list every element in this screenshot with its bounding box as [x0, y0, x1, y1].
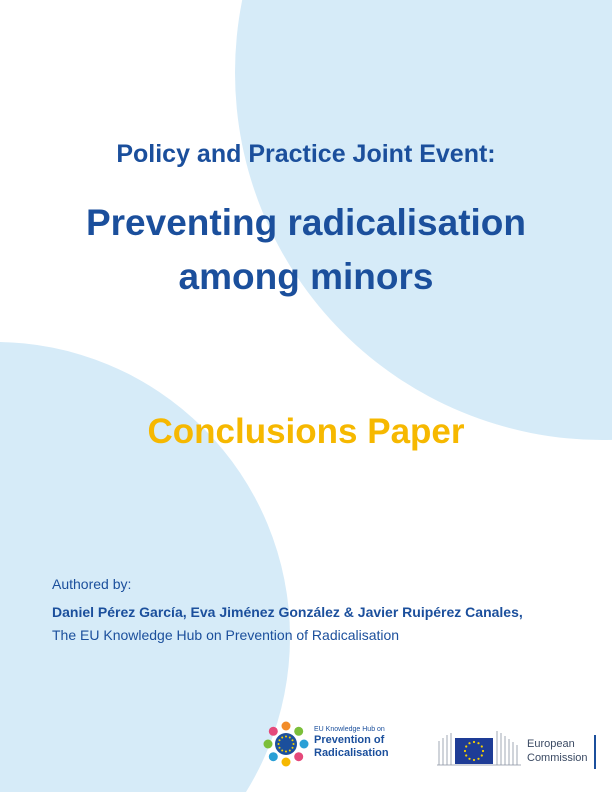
page-title — [0, 196, 612, 303]
ec-logo-text — [527, 737, 588, 765]
authored-by-label: Authored by: — [52, 576, 132, 592]
authors-block — [52, 576, 592, 643]
decorative-circle-bottom — [0, 342, 290, 792]
hub-logo-small-text: EU Knowledge Hub on — [314, 726, 385, 733]
hub-logo-text — [314, 725, 389, 760]
hub-logo-line2: Radicalisation — [314, 747, 389, 759]
ec-logo-line1: European — [527, 738, 575, 750]
paper-type: Conclusions Paper — [147, 412, 465, 451]
eu-knowledge-hub-logo — [262, 720, 412, 770]
title-line-2: among minors — [178, 255, 434, 297]
ec-logo-bar — [594, 735, 596, 769]
author-affiliation: The EU Knowledge Hub on Prevention of Radicalisation — [52, 627, 400, 643]
ec-logo-line2: Commission — [527, 752, 588, 764]
ec-building-flag-icon — [437, 723, 521, 767]
hub-emblem-icon — [262, 720, 310, 768]
hub-logo-line1: Prevention of — [314, 734, 385, 746]
author-names: Daniel Pérez García, Eva Jiménez González & Javier Ruipérez Canales, — [52, 604, 523, 620]
event-line: Policy and Practice Joint Event: — [116, 140, 496, 168]
title-line-1: Preventing radicalisation — [85, 202, 527, 243]
european-commission-logo — [437, 723, 602, 769]
